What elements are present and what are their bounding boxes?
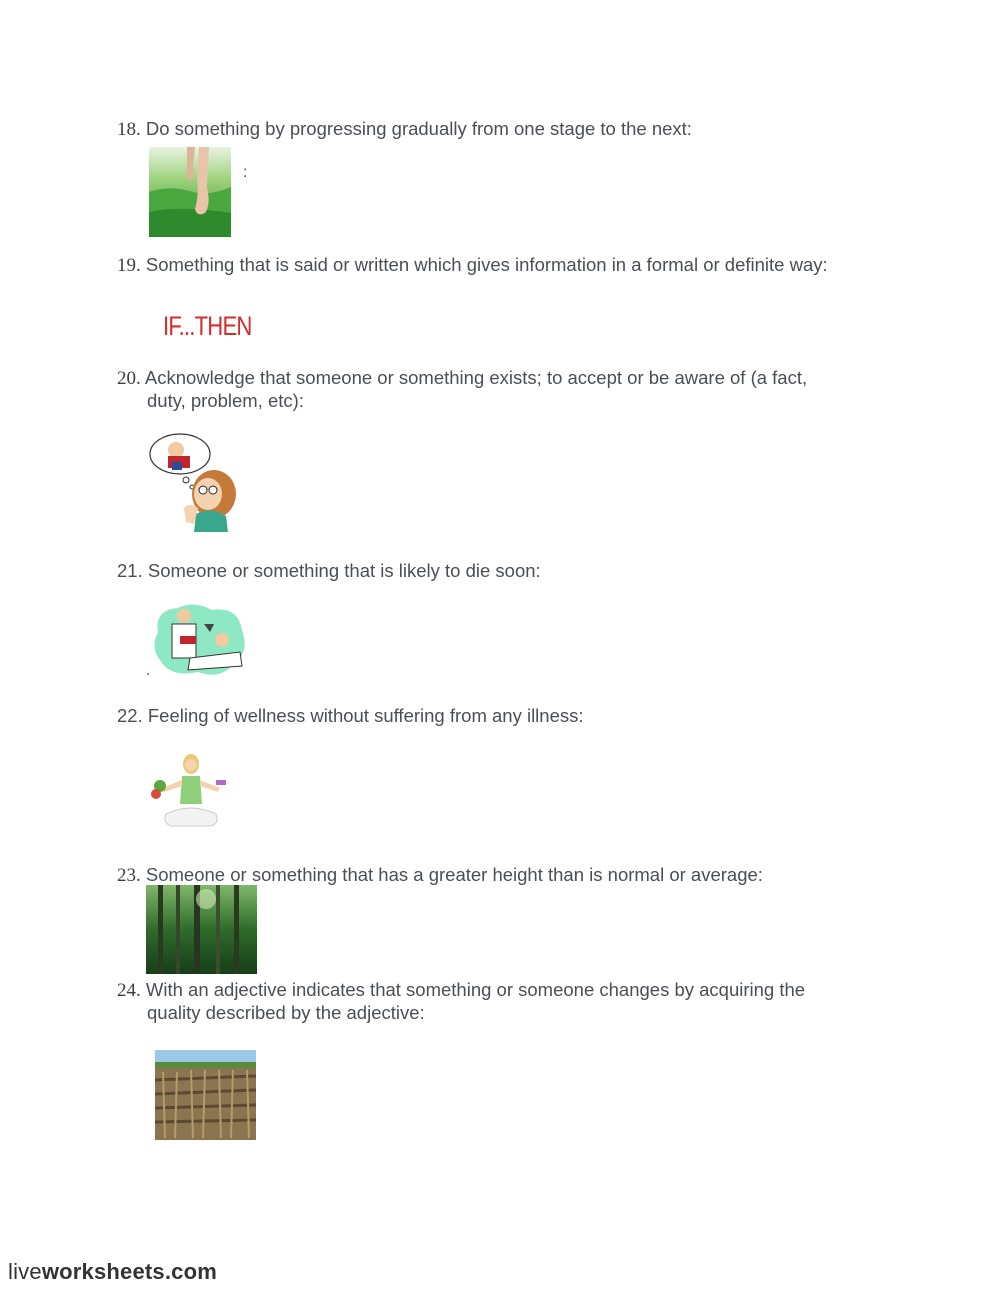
question-number: 24. — [117, 980, 141, 1001]
question-number: 19. — [117, 255, 141, 276]
question-19 — [117, 254, 828, 277]
question-text: Acknowledge that someone or something exists; to accept or be aware of (a fact, — [144, 367, 808, 388]
dry-field-image — [155, 1050, 256, 1140]
answer-dot: . — [146, 662, 151, 679]
question-18 — [117, 118, 692, 141]
question-21 — [117, 560, 541, 582]
question-text: With an adjective indicates that something or someone changes by acquiring the — [145, 979, 806, 1000]
doctor-patient-image — [150, 602, 248, 678]
feet-on-grass-image — [149, 147, 231, 237]
question-number: 20. — [117, 368, 141, 389]
question-24 — [117, 979, 805, 1024]
question-22 — [117, 705, 584, 727]
question-text: Someone or something that has a greater height than is normal or average: — [145, 864, 763, 885]
if-then-text: IF...THEN — [163, 311, 252, 341]
question-text: Do something by progressing gradually from one stage to the next: — [145, 118, 692, 139]
woman-thinking-image — [148, 432, 240, 532]
logo-com: .com — [164, 1259, 218, 1284]
question-text-continued: quality described by the adjective: — [147, 1002, 425, 1023]
question-23 — [117, 864, 763, 887]
question-text: Feeling of wellness without suffering from any illness: — [147, 705, 584, 726]
tall-forest-image — [146, 885, 257, 974]
answer-colon: : — [243, 164, 248, 181]
question-20 — [117, 367, 807, 412]
logo-worksheets: worksheets — [41, 1259, 165, 1284]
question-number: 18. — [117, 119, 141, 140]
question-text: Something that is said or written which gives information in a formal or definite way: — [145, 254, 828, 275]
question-number: 21. — [117, 560, 143, 581]
question-text-continued: duty, problem, etc): — [147, 390, 304, 411]
if-then-image — [163, 308, 273, 344]
logo-live: live — [8, 1259, 42, 1284]
question-number: 22. — [117, 705, 143, 726]
wellness-woman-image — [150, 752, 232, 832]
question-number: 23. — [117, 865, 141, 886]
question-text: Someone or something that is likely to die soon: — [147, 560, 541, 581]
liveworksheets-logo — [8, 1259, 217, 1285]
